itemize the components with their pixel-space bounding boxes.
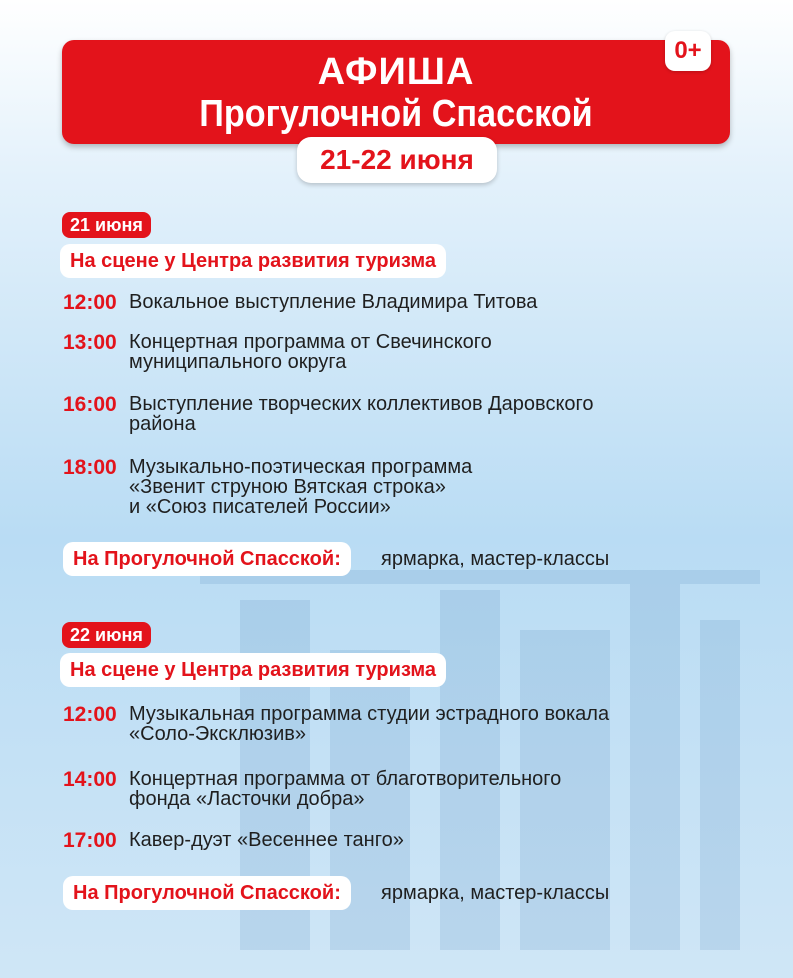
day-label-2: 22 июня [62,622,151,648]
event-description: Музыкально-поэтическая программа «Звенит струною Вятская строка» и «Союз писателей России» [129,456,473,518]
poster-header [62,40,730,144]
event-description: Музыкальная программа студии эстрадного вокала «Соло-Эксклюзив» [129,703,610,745]
age-rating-badge: 0+ [665,31,711,71]
event-time: 12:00 [63,291,117,314]
event-description: Концертная программа от Свечинского муниципального округа [129,331,492,373]
venue-label-2: На сцене у Центра развития туризма [60,653,446,687]
footer-activities: ярмарка, мастер-классы [381,882,610,904]
event-time: 12:00 [63,703,117,726]
venue-label-1: На сцене у Центра развития туризма [60,244,446,278]
poster-subtitle: Прогулочной Спасской [199,93,593,135]
event-description: Концертная программа от благотворительного фонда «Ласточки добра» [129,768,562,810]
day-label-1: 21 июня [62,212,151,238]
event-time: 16:00 [63,393,117,416]
event-description: Выступление творческих коллективов Даровского района [129,393,594,435]
event-description: Вокальное выступление Владимира Титова [129,291,538,313]
footer-venue-label: На Прогулочной Спасской: [63,876,351,910]
event-time: 17:00 [63,829,117,852]
event-time: 13:00 [63,331,117,354]
event-description: Кавер-дуэт «Весеннее танго» [129,829,404,851]
footer-venue-label: На Прогулочной Спасской: [63,542,351,576]
event-dates: 21-22 июня [297,137,497,183]
poster-title: АФИША [317,51,475,93]
event-time: 14:00 [63,768,117,791]
event-time: 18:00 [63,456,117,479]
footer-activities: ярмарка, мастер-классы [381,548,610,570]
